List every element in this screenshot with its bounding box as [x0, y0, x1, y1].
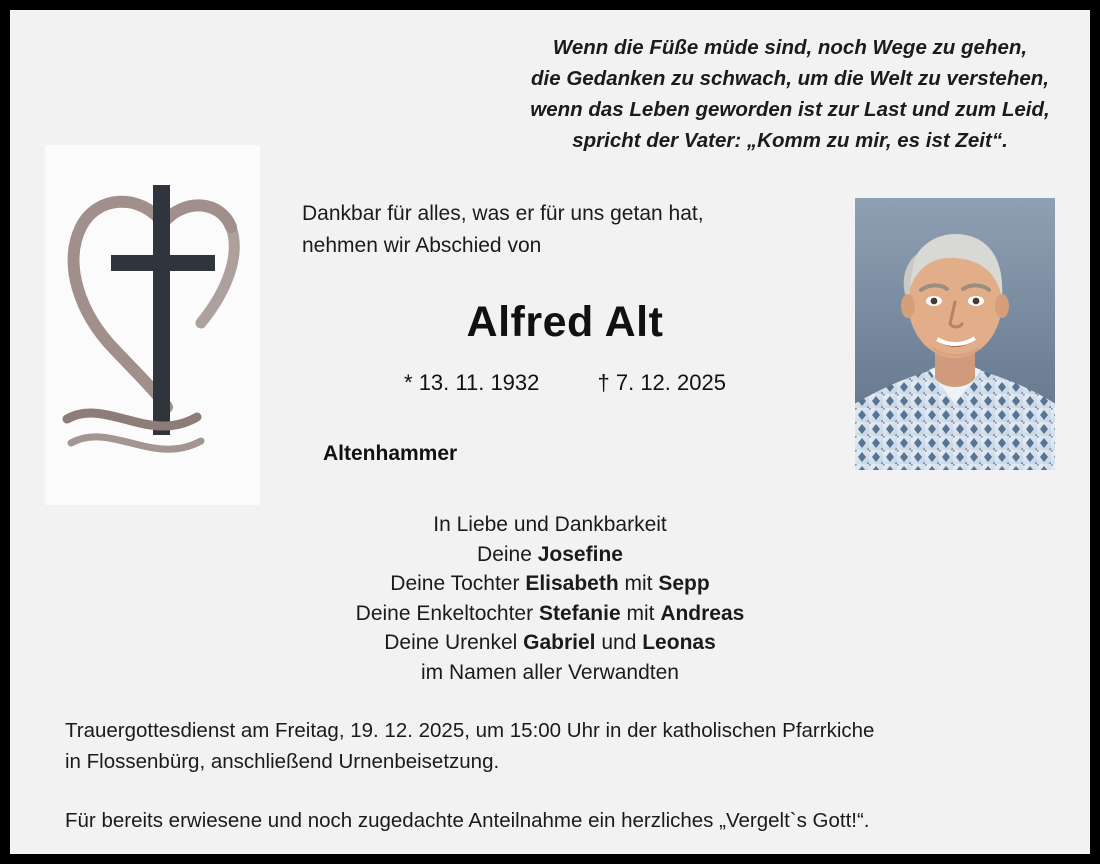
deceased-place: Altenhammer — [323, 442, 458, 465]
intro-line-1: Dankbar für alles, was er für uns getan hat, — [302, 202, 704, 225]
family-line-3-name: Elisabeth — [525, 572, 619, 595]
deceased-dates — [300, 370, 830, 396]
family-line-3-prefix: Deine Tochter — [390, 572, 526, 595]
intro-text — [302, 198, 704, 262]
poem-line-4: spricht der Vater: „Komm zu mir, es ist Zeit“. — [572, 129, 1008, 152]
poem-line-1: Wenn die Füße müde sind, noch Wege zu gehen, — [552, 36, 1028, 59]
family-line-2-prefix: Deine — [477, 542, 538, 566]
cross-heart-icon — [45, 145, 260, 505]
family-line-3-mid: mit — [618, 572, 659, 595]
poem-line-3: wenn das Leben geworden ist zur Last und zum Leid, — [530, 98, 1050, 121]
intro-line-2: nehmen wir Abschied von — [302, 234, 542, 257]
family-line-3-name2: Sepp — [658, 572, 710, 595]
family-line-2 — [10, 540, 1090, 570]
family-line-5-prefix: Deine Urenkel — [384, 631, 524, 654]
family-line-5-mid: und — [595, 631, 643, 654]
family-line-4-prefix: Deine Enkeltochter — [355, 601, 539, 625]
family-line-6: im Namen aller Verwandten — [421, 660, 679, 684]
deceased-name: Alfred Alt — [466, 298, 664, 346]
family-line-4-mid: mit — [620, 601, 661, 625]
birth-date: * 13. 11. 1932 — [404, 370, 540, 395]
portrait-photo — [855, 198, 1055, 470]
thanks-note: Für bereits erwiesene und noch zugedachte Anteilnahme ein herzliches „Vergelt`s Gott!“. — [65, 809, 870, 832]
service-line-2: in Flossenbürg, anschließend Urnenbeisetzung. — [65, 750, 500, 773]
family-line-5-name: Gabriel — [523, 631, 596, 654]
family-line-5 — [10, 628, 1090, 658]
family-line-1: In Liebe und Dankbarkeit — [433, 513, 667, 536]
poem-block — [510, 32, 1070, 156]
family-line-5-name2: Leonas — [642, 631, 716, 654]
service-info — [65, 715, 1045, 777]
family-block — [10, 510, 1090, 687]
death-date: † 7. 12. 2025 — [597, 370, 726, 395]
family-line-3 — [10, 569, 1090, 599]
family-line-4-name2: Andreas — [660, 601, 745, 625]
family-line-4-name: Stefanie — [538, 601, 621, 625]
family-line-2-name: Josefine — [537, 542, 623, 566]
family-line-4 — [10, 599, 1090, 629]
obituary-card — [10, 10, 1090, 854]
service-line-1: Trauergottesdienst am Freitag, 19. 12. 2025, um 15:00 Uhr in der katholischen Pfarrkiche — [65, 719, 875, 742]
poem-line-2: die Gedanken zu schwach, um die Welt zu verstehen, — [531, 67, 1049, 90]
